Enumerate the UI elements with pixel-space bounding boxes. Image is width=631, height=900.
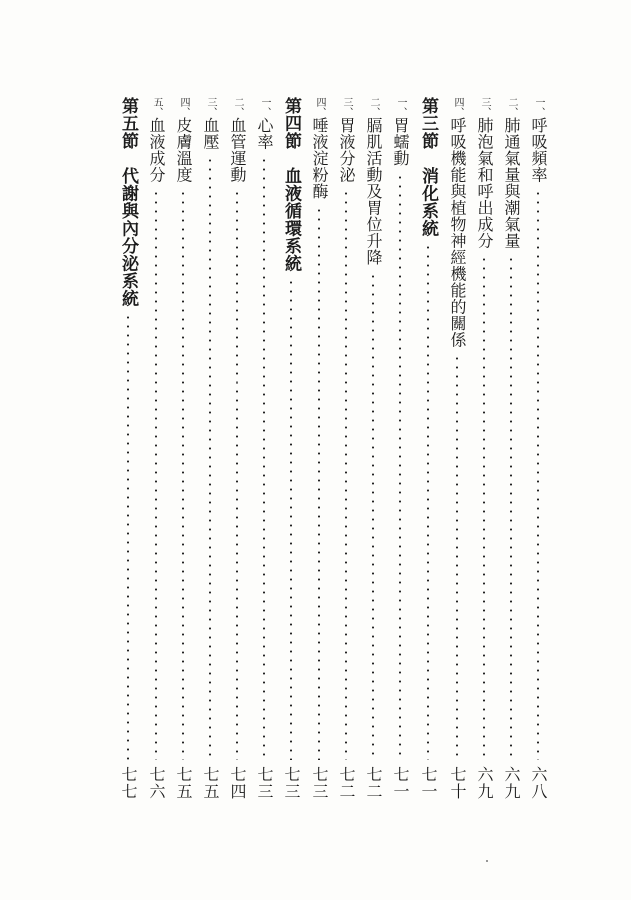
dot-leader: [500, 255, 522, 760]
toc-entry-title: 三、血壓: [201, 97, 220, 150]
dot-leader: [145, 189, 167, 760]
toc-entry-page: 七五: [201, 766, 220, 800]
toc-entry-title: 一、心率: [255, 97, 274, 150]
dot-leader: [389, 173, 411, 761]
toc-entry-page: 七三: [310, 766, 329, 800]
dot-leader: [335, 189, 357, 760]
toc-entry-title: 三、胃液分泌: [337, 97, 356, 183]
toc-entry-title: 三、肺泡氣和呼出成分: [475, 97, 494, 249]
toc-entry-title: 二、膈肌活動及胃位升降: [364, 97, 383, 266]
toc-entry-title: 四、呼吸機能與植物神經機能的關係: [448, 97, 467, 348]
dot-leader: [308, 206, 330, 761]
toc-entry-page: 七二: [364, 766, 383, 800]
toc-entry-diaphragm: [362, 97, 384, 800]
dot-leader: [172, 189, 194, 760]
toc-entry-alveolar-air: [473, 97, 495, 800]
dot-leader: [117, 313, 139, 760]
toc-entry-title: 二、肺通氣量與潮氣量: [502, 97, 521, 249]
toc-entry-blood-pressure: [199, 97, 221, 800]
toc-section-title: 第三節 消化系統: [418, 97, 438, 237]
dot-leader: [417, 243, 439, 760]
toc-entry-lung-ventilation: [500, 97, 522, 800]
toc-entry-page: 七六: [147, 766, 166, 800]
toc-section-title: 第四節 血液循環系統: [281, 97, 301, 272]
toc-entry-title: 四、唾液淀粉酶: [310, 97, 329, 200]
toc-entry-peristalsis: [389, 97, 411, 800]
toc-entry-page: 六八: [529, 766, 548, 800]
toc-section-title: 第五節 代謝與內分泌系統: [118, 97, 138, 307]
toc-entry-page: 六九: [502, 766, 521, 800]
scan-speck: [236, 382, 238, 384]
dot-leader: [280, 278, 302, 760]
toc-entry-page: 七二: [337, 766, 356, 800]
toc-entry-title: 五、血液成分: [147, 97, 166, 183]
toc-entry-gastric-juice: [335, 97, 357, 800]
toc-entry-page: 七一: [419, 766, 438, 800]
toc-entry-title: 一、呼吸頻率: [529, 97, 548, 183]
toc-entry-page: 七五: [174, 766, 193, 800]
toc-entry-breathing-rate: [527, 97, 549, 800]
dot-leader: [527, 189, 549, 760]
toc-section-digestive: [417, 97, 439, 800]
dot-leader: [253, 156, 275, 760]
toc-entry-title: 二、血管運動: [228, 97, 247, 183]
toc-entry-skin-temperature: [172, 97, 194, 800]
toc-entry-salivary-amylase: [308, 97, 330, 800]
toc-section-metabolism: [117, 97, 139, 800]
toc-entry-page: 六九: [475, 766, 494, 800]
toc-entry-page: 七一: [391, 766, 410, 800]
dot-leader: [226, 189, 248, 760]
toc-entry-blood-composition: [145, 97, 167, 800]
toc-entry-heart-rate: [253, 97, 275, 800]
toc-entry-title: 四、皮膚溫度: [174, 97, 193, 183]
toc-section-circulation: [280, 97, 302, 800]
toc-entry-respiration-nerve: [446, 97, 468, 800]
toc-entry-title: 一、胃蠕動: [391, 97, 410, 167]
toc-entry-page: 七三: [255, 766, 274, 800]
toc-entry-page: 七七: [119, 766, 138, 800]
dot-leader: [199, 156, 221, 760]
dot-leader: [446, 354, 468, 760]
dot-leader: [473, 255, 495, 760]
scan-speck: [486, 860, 488, 862]
dot-leader: [362, 272, 384, 761]
toc-entry-page: 七三: [282, 766, 301, 800]
toc-entry-page: 七十: [448, 766, 467, 800]
toc-entry-vascular-motion: [226, 97, 248, 800]
toc-entry-page: 七四: [228, 766, 247, 800]
